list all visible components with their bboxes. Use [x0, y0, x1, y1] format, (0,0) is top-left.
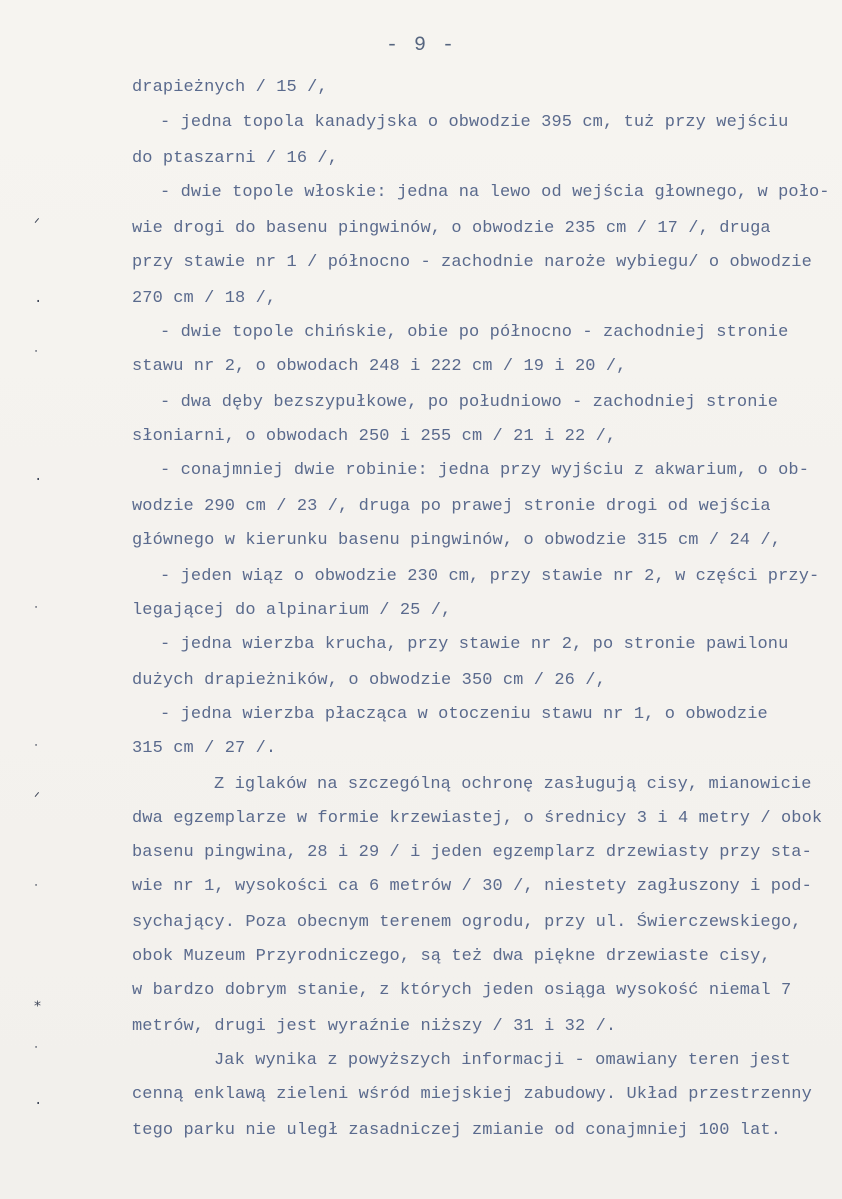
text-line: drapieżnych / 15 /, [132, 78, 328, 97]
text-line: - dwie topole chińskie, obie po północno - zachodniej stronie [160, 323, 789, 342]
margin-mark: . [34, 469, 43, 485]
text-line: dwa egzemplarze w formie krzewiastej, o średnicy 3 i 4 metry / obok [132, 809, 823, 828]
text-line: do ptaszarni / 16 /, [132, 149, 339, 168]
margin-mark: ᐟ [34, 217, 40, 233]
text-line: legającej do alpinarium / 25 /, [132, 601, 452, 620]
text-line: Jak wynika z powyższych informacji - omawiany teren jest [214, 1051, 791, 1070]
margin-mark: . [34, 1093, 43, 1109]
text-line: - dwa dęby bezszypułkowe, po południowo - zachodniej stronie [160, 393, 779, 412]
text-line: - dwie topole włoskie: jedna na lewo od wejścia głownego, w poło- [160, 183, 830, 202]
text-line: wie nr 1, wysokości ca 6 metrów / 30 /, niestety zagłuszony i pod- [132, 877, 812, 896]
text-line: Z iglaków na szczególną ochronę zasługują cisy, mianowicie [214, 775, 812, 794]
text-line: 315 cm / 27 /. [132, 739, 277, 758]
text-line: tego parku nie uległ zasadniczej zmianie od conajmniej 100 lat. [132, 1121, 782, 1140]
text-line: dużych drapieżników, o obwodzie 350 cm / 26 /, [132, 671, 606, 690]
margin-mark: ⁎ [34, 995, 41, 1011]
margin-mark: . [34, 291, 43, 307]
text-line: wodzie 290 cm / 23 /, druga po prawej stronie drogi od wejścia [132, 497, 771, 516]
margin-mark: ᐧ [34, 879, 38, 895]
text-line: - jeden wiąz o obwodzie 230 cm, przy stawie nr 2, w części przy- [160, 567, 820, 586]
text-line: - jedna topola kanadyjska o obwodzie 395 cm, tuż przy wejściu [160, 113, 789, 132]
margin-mark: ᐟ [34, 791, 40, 807]
text-line: głównego w kierunku basenu pingwinów, o obwodzie 315 cm / 24 /, [132, 531, 782, 550]
margin-mark: ᐧ [34, 1041, 38, 1057]
text-line: sychający. Poza obecnym terenem ogrodu, przy ul. Świerczewskiego, [132, 913, 802, 932]
margin-mark: ᐧ [34, 345, 38, 361]
text-line: 270 cm / 18 /, [132, 289, 277, 308]
text-line: cenną enklawą zieleni wśród miejskiej zabudowy. Układ przestrzenny [132, 1085, 812, 1104]
page-number: - 9 - [385, 34, 456, 57]
text-line: - jedna wierzba krucha, przy stawie nr 2, po stronie pawilonu [160, 635, 789, 654]
text-line: w bardzo dobrym stanie, z których jeden osiąga wysokość niemal 7 [132, 981, 792, 1000]
margin-mark: ᐧ [34, 601, 38, 617]
text-line: basenu pingwina, 28 i 29 / i jeden egzemplarz drzewiasty przy sta- [132, 843, 812, 862]
text-line: przy stawie nr 1 / północno - zachodnie naroże wybiegu/ o obwodzie [132, 253, 812, 272]
text-line: - conajmniej dwie robinie: jedna przy wyjściu z akwarium, o ob- [160, 461, 810, 480]
text-line: - jedna wierzba płacząca w otoczeniu stawu nr 1, o obwodzie [160, 705, 768, 724]
text-line: stawu nr 2, o obwodach 248 i 222 cm / 19 i 20 /, [132, 357, 627, 376]
margin-mark: ᐧ [34, 739, 38, 755]
text-line: metrów, drugi jest wyraźnie niższy / 31 i 32 /. [132, 1017, 617, 1036]
text-line: słoniarni, o obwodach 250 i 255 cm / 21 i 22 /, [132, 427, 617, 446]
text-line: wie drogi do basenu pingwinów, o obwodzie 235 cm / 17 /, druga [132, 219, 771, 238]
text-line: obok Muzeum Przyrodniczego, są też dwa piękne drzewiaste cisy, [132, 947, 771, 966]
